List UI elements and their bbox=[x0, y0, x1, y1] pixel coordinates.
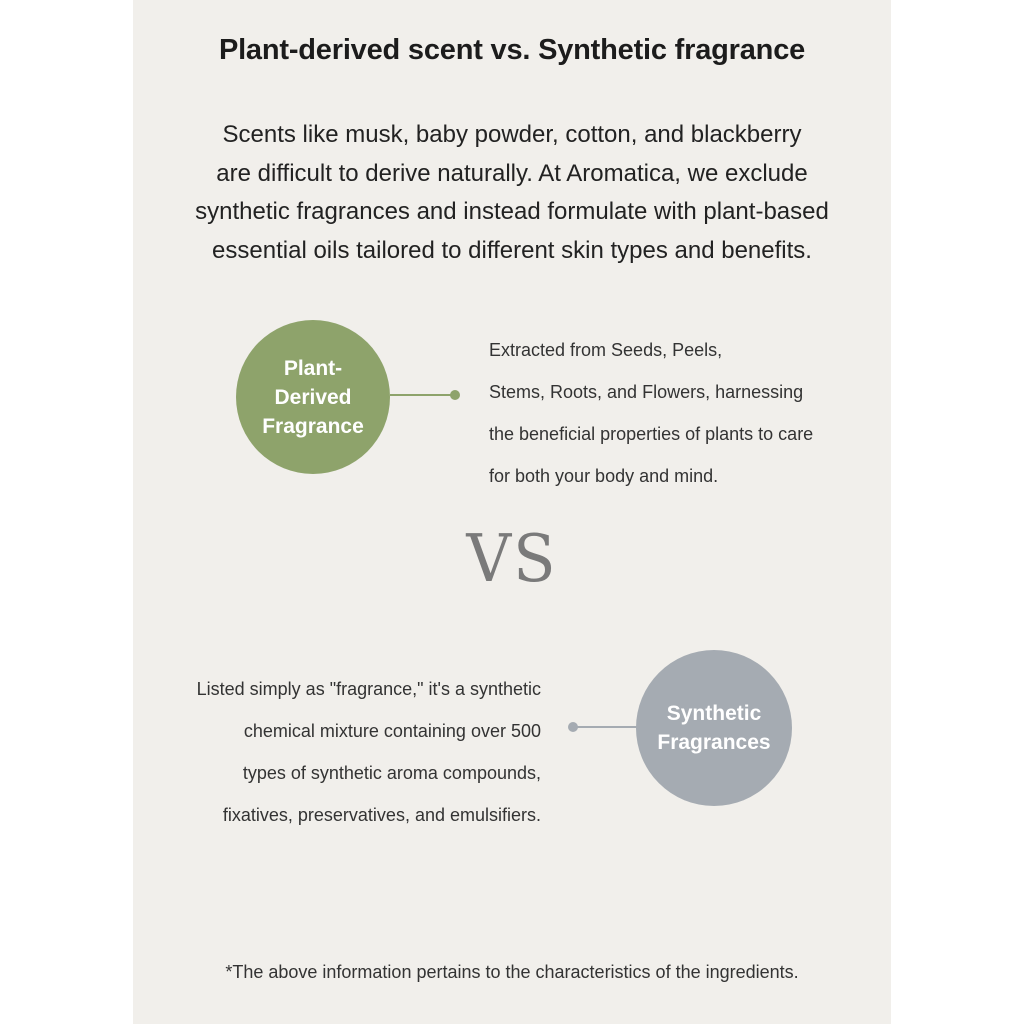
intro-line: synthetic fragrances and instead formulate with plant-based bbox=[195, 198, 829, 225]
intro-line: are difficult to derive naturally. At Aromatica, we exclude bbox=[216, 159, 808, 187]
versus-label: VS bbox=[466, 520, 558, 597]
infographic-panel bbox=[133, 0, 891, 1024]
synthetic-description-line: types of synthetic aroma compounds, bbox=[242, 763, 541, 783]
plant-circle-label-line: Fragrance bbox=[262, 414, 364, 438]
intro-line: essential oils tailored to different skin types and benefits. bbox=[212, 236, 812, 264]
plant-description-line: Extracted from Seeds, Peels, bbox=[489, 340, 723, 360]
plant-connector-line bbox=[390, 394, 453, 396]
plant-description-line: the beneficial properties of plants to care bbox=[489, 424, 814, 444]
plant-description-line: for both your body and mind. bbox=[489, 466, 719, 486]
synthetic-circle-label-line: Fragrances bbox=[657, 731, 771, 754]
synthetic-description-line: fixatives, preservatives, and emulsifiers. bbox=[222, 805, 541, 825]
synthetic-connector-line bbox=[575, 726, 637, 728]
synthetic-description-line: chemical mixture containing over 500 bbox=[243, 721, 541, 741]
intro-paragraph bbox=[153, 116, 871, 270]
synthetic-description bbox=[153, 668, 541, 836]
intro-line: Scents like musk, baby powder, cotton, and blackberry bbox=[222, 121, 802, 148]
plant-connector-dot bbox=[450, 390, 460, 400]
plant-derived-circle bbox=[236, 320, 390, 474]
plant-circle-label-line: Plant- bbox=[283, 356, 343, 380]
synthetic-description-line: Listed simply as "fragrance," it's a synthetic bbox=[196, 679, 541, 699]
plant-description bbox=[489, 329, 879, 497]
plant-description-line: Stems, Roots, and Flowers, harnessing bbox=[489, 382, 804, 402]
synthetic-fragrance-circle bbox=[636, 650, 792, 806]
page-title: Plant-derived scent vs. Synthetic fragrance bbox=[218, 34, 806, 66]
synthetic-circle-label-line: Synthetic bbox=[666, 702, 762, 725]
plant-circle-label-line: Derived bbox=[274, 385, 352, 409]
footnote: *The above information pertains to the characteristics of the ingredients. bbox=[225, 962, 799, 982]
